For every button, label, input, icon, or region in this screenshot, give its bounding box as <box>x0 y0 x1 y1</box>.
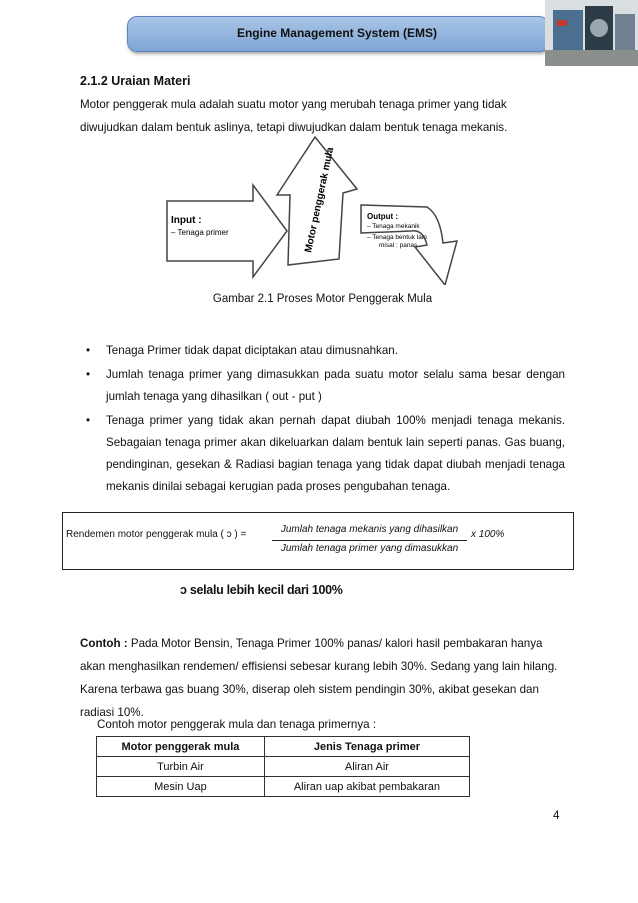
engine-photo <box>545 0 638 66</box>
section-title: 2.1.2 Uraian Materi <box>80 74 191 88</box>
table-header-cell: Motor penggerak mula <box>97 737 265 757</box>
fraction-line <box>272 540 467 541</box>
formula-label: Rendemen motor penggerak mula ( ɔ ) = <box>66 529 247 540</box>
figure-caption: Gambar 2.1 Proses Motor Penggerak Mula <box>212 293 433 305</box>
input-title: Input : <box>171 215 202 226</box>
efficiency-note: ɔ selalu lebih kecil dari 100% <box>180 583 343 597</box>
table-cell: Turbin Air <box>97 757 265 777</box>
table-row <box>97 757 470 777</box>
bullet-text: Jumlah tenaga primer yang dimasukkan pada suatu motor selalu sama besar dengan jumlah tenaga yang dihasilkan ( out - put ) <box>106 368 565 403</box>
center-label: Motor penggerak mula <box>303 146 337 254</box>
output-item-2b: misal : panas <box>379 242 418 249</box>
example-text: Pada Motor Bensin, Tenaga Primer 100% panas/ kalori hasil pembakaran hanya akan menghasilkan rendemen/ effisiensi sebesar kurang lebih 30%. Sedang yang lain hilang. Karena terbawa gas buang 30%, diserap oleh sistem pendingin 30%, akibat gesekan dan radiasi 10%. <box>80 637 558 719</box>
table-row <box>97 777 470 797</box>
header-title: Engine Management System (EMS) <box>236 26 438 40</box>
bullet-text: Tenaga Primer tidak dapat diciptakan atau dimusnahkan. <box>106 344 398 357</box>
bullet-item: • Tenaga Primer tidak dapat diciptakan atau dimusnahkan. <box>86 344 398 357</box>
examples-table <box>96 736 470 797</box>
page-number: 4 <box>553 810 560 822</box>
table-header-row <box>97 737 470 757</box>
output-item-2a: – Tenaga bentuk lain <box>367 234 427 241</box>
formula-box <box>62 512 574 570</box>
intro-line-2: diwujudkan dalam bentuk aslinya, tetapi diwujudkan dalam bentuk tenaga mekanis. <box>80 121 508 134</box>
output-title: Output : <box>367 212 399 221</box>
bullet-list <box>80 340 565 500</box>
intro-line-1: Motor penggerak mula adalah suatu motor yang merubah tenaga primer yang tidak <box>80 98 507 111</box>
table-cell: Aliran Air <box>264 757 469 777</box>
example-paragraph <box>80 632 565 724</box>
bullet-item: • Tenaga primer yang tidak akan pernah dapat diubah 100% menjadi tenaga mekanis. Sebagaian tenaga primer akan dikeluarkan dalam bentuk lain seperti panas. Gas buang, pendinginan, gesekan & Radiasi bagian tenaga yang tidak dapat diubah menjadi tenaga mekanis dinilai sebagai kerugian pada proses pengubahan tenaga. <box>86 414 565 493</box>
table-cell: Aliran uap akibat pembakaran <box>264 777 469 797</box>
formula-numerator: Jumlah tenaga mekanis yang dihasilkan <box>280 524 459 535</box>
table-header-cell: Jenis Tenaga primer <box>264 737 469 757</box>
bullet-item: • Jumlah tenaga primer yang dimasukkan pada suatu motor selalu sama besar dengan jumlah tenaga yang dihasilkan ( out - put ) <box>86 368 565 403</box>
output-item-1: – Tenaga mekanik <box>367 223 420 230</box>
example-label: Contoh : <box>80 637 128 650</box>
table-cell: Mesin Uap <box>97 777 265 797</box>
table-intro: Contoh motor penggerak mula dan tenaga primernya : <box>97 718 377 731</box>
formula-denominator: Jumlah tenaga primer yang dimasukkan <box>280 543 459 554</box>
process-diagram <box>165 135 470 285</box>
bullet-text: Tenaga primer yang tidak akan pernah dapat diubah 100% menjadi tenaga mekanis. Sebagaian tenaga primer akan dikeluarkan dalam bentuk lain seperti panas. Gas buang, pendinginan, gesekan & Radiasi bagian tenaga yang tidak dapat diubah menjadi tenaga mekanis dinilai sebagai kerugian pada proses pengubahan tenaga. <box>106 414 565 493</box>
input-item: – Tenaga primer <box>171 228 229 237</box>
formula-multiplier: x 100% <box>471 529 505 540</box>
